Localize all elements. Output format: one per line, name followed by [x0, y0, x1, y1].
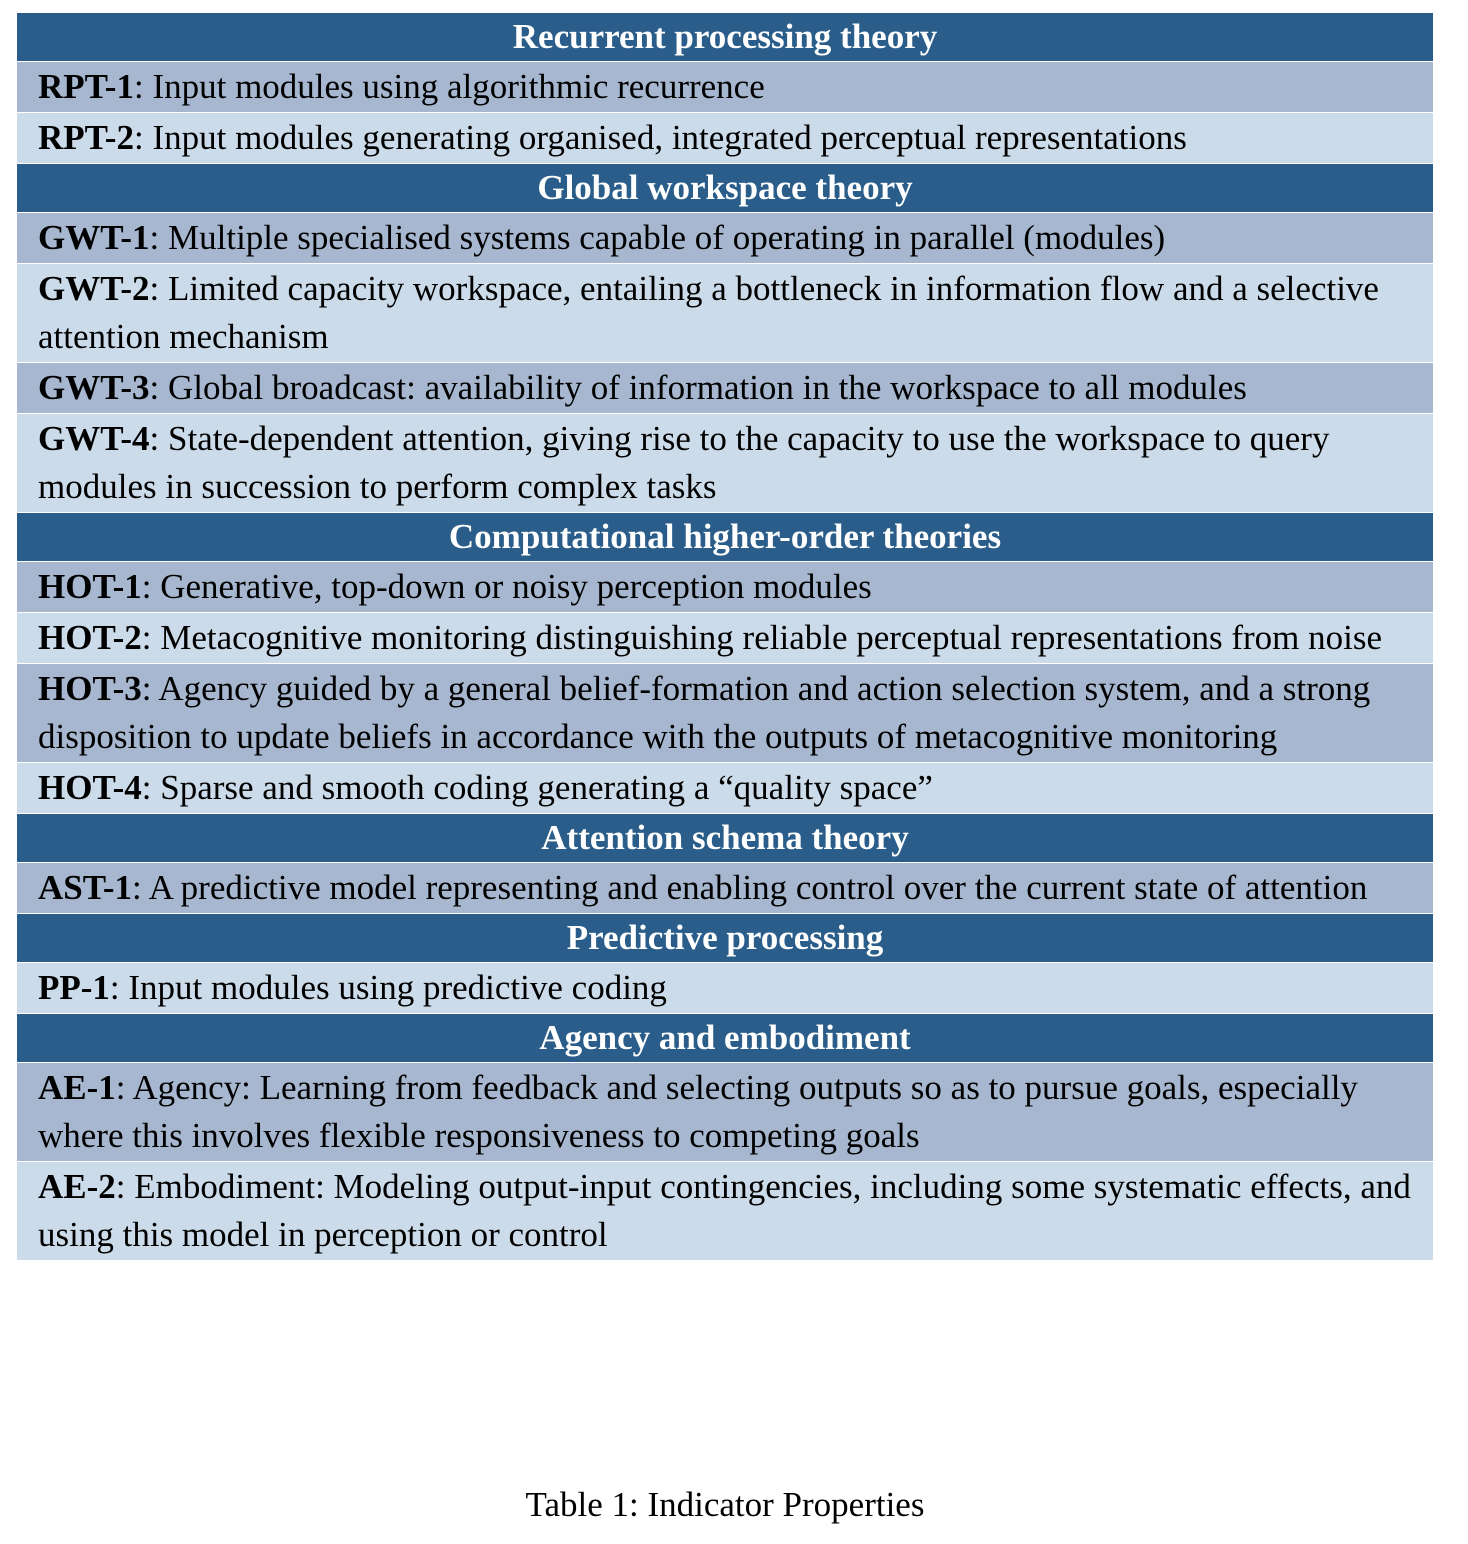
- indicator-cell: [17, 414, 1434, 513]
- section-header-row: [17, 914, 1434, 963]
- indicator-cell: [17, 613, 1434, 664]
- indicator-cell: [17, 863, 1434, 914]
- indicator-cell: [17, 562, 1434, 613]
- indicator-description: Embodiment: Modeling output-input contingencies, including some systematic effects, and using this model in perception or control: [38, 1167, 1411, 1254]
- table-caption: Table 1: Indicator Properties: [525, 1485, 925, 1524]
- indicator-row: [17, 763, 1434, 814]
- indicator-separator: :: [115, 1167, 135, 1206]
- section-title: Attention schema theory: [17, 814, 1434, 863]
- indicator-separator: :: [149, 269, 168, 308]
- section-header-row: [17, 814, 1434, 863]
- section-title: Recurrent processing theory: [17, 13, 1434, 62]
- indicator-description: Agency guided by a general belief-formation and action selection system, and a strong disposition to update beliefs in accordance with the outputs of metacognitive monitoring: [38, 669, 1371, 756]
- indicator-code: AE-1: [38, 1068, 116, 1107]
- indicator-separator: :: [141, 618, 161, 657]
- section-header-row: [17, 1014, 1434, 1063]
- indicator-description: Limited capacity workspace, entailing a bottleneck in information flow and a selective attention mechanism: [38, 269, 1379, 356]
- indicator-separator: :: [133, 67, 153, 106]
- indicator-cell: [17, 213, 1434, 264]
- indicator-cell: [17, 1063, 1434, 1162]
- indicator-row: [17, 213, 1434, 264]
- indicator-description: Metacognitive monitoring distinguishing reliable perceptual representations from noise: [160, 618, 1383, 657]
- section-title: Global workspace theory: [17, 164, 1434, 213]
- section-header-row: [17, 513, 1434, 562]
- indicator-description: Input modules using predictive coding: [128, 968, 667, 1007]
- indicator-separator: :: [141, 669, 159, 708]
- indicator-row: [17, 664, 1434, 763]
- table-body: [17, 13, 1434, 1261]
- indicator-description: Sparse and smooth coding generating a “quality space”: [160, 768, 933, 807]
- section-title: Agency and embodiment: [17, 1014, 1434, 1063]
- indicator-code: GWT-3: [38, 368, 150, 407]
- indicator-cell: [17, 763, 1434, 814]
- indicator-code: RPT-1: [38, 67, 134, 106]
- section-header-row: [17, 164, 1434, 213]
- indicator-row: [17, 863, 1434, 914]
- indicator-cell: [17, 113, 1434, 164]
- indicator-properties-table: [16, 12, 1434, 1261]
- indicator-code: GWT-1: [38, 218, 150, 257]
- indicator-row: [17, 562, 1434, 613]
- indicator-cell: [17, 664, 1434, 763]
- indicator-cell: [17, 963, 1434, 1014]
- indicator-separator: :: [149, 368, 168, 407]
- indicator-row: [17, 613, 1434, 664]
- indicator-code: HOT-1: [38, 567, 142, 606]
- indicator-row: [17, 414, 1434, 513]
- indicator-row: [17, 1162, 1434, 1261]
- indicator-separator: :: [133, 118, 153, 157]
- indicator-description: Input modules using algorithmic recurrence: [152, 67, 765, 106]
- indicator-cell: [17, 264, 1434, 363]
- indicator-cell: [17, 62, 1434, 113]
- indicator-description: Multiple specialised systems capable of operating in parallel (modules): [168, 218, 1166, 257]
- indicator-row: [17, 113, 1434, 164]
- indicator-code: HOT-3: [38, 669, 142, 708]
- indicator-row: [17, 62, 1434, 113]
- indicator-description: State-dependent attention, giving rise to the capacity to use the workspace to query modules in succession to perform complex tasks: [38, 419, 1330, 506]
- indicator-row: [17, 363, 1434, 414]
- indicator-code: HOT-2: [38, 618, 142, 657]
- indicator-separator: :: [141, 768, 161, 807]
- indicator-description: A predictive model representing and enabling control over the current state of attention: [148, 868, 1368, 907]
- indicator-code: GWT-4: [38, 419, 150, 458]
- indicator-code: AE-2: [38, 1167, 116, 1206]
- section-header-row: [17, 13, 1434, 62]
- indicator-code: GWT-2: [38, 269, 150, 308]
- indicator-separator: :: [115, 1068, 133, 1107]
- indicator-separator: :: [149, 419, 168, 458]
- indicator-cell: [17, 1162, 1434, 1261]
- indicator-code: PP-1: [38, 968, 110, 1007]
- indicator-separator: :: [149, 218, 168, 257]
- indicator-code: HOT-4: [38, 768, 142, 807]
- indicator-description: Agency: Learning from feedback and selecting outputs so as to pursue goals, especially where this involves flexible responsiveness to competing goals: [38, 1068, 1358, 1155]
- indicator-code: RPT-2: [38, 118, 134, 157]
- section-title: Predictive processing: [17, 914, 1434, 963]
- indicator-separator: :: [109, 968, 129, 1007]
- indicator-row: [17, 963, 1434, 1014]
- indicator-row: [17, 264, 1434, 363]
- indicator-description: Generative, top-down or noisy perception modules: [160, 567, 872, 606]
- indicator-separator: :: [132, 868, 149, 907]
- section-title: Computational higher-order theories: [17, 513, 1434, 562]
- indicator-row: [17, 1063, 1434, 1162]
- indicator-description: Input modules generating organised, integrated perceptual representations: [152, 118, 1187, 157]
- indicator-separator: :: [141, 567, 161, 606]
- indicator-code: AST-1: [38, 868, 133, 907]
- indicator-cell: [17, 363, 1434, 414]
- indicator-description: Global broadcast: availability of information in the workspace to all modules: [168, 368, 1247, 407]
